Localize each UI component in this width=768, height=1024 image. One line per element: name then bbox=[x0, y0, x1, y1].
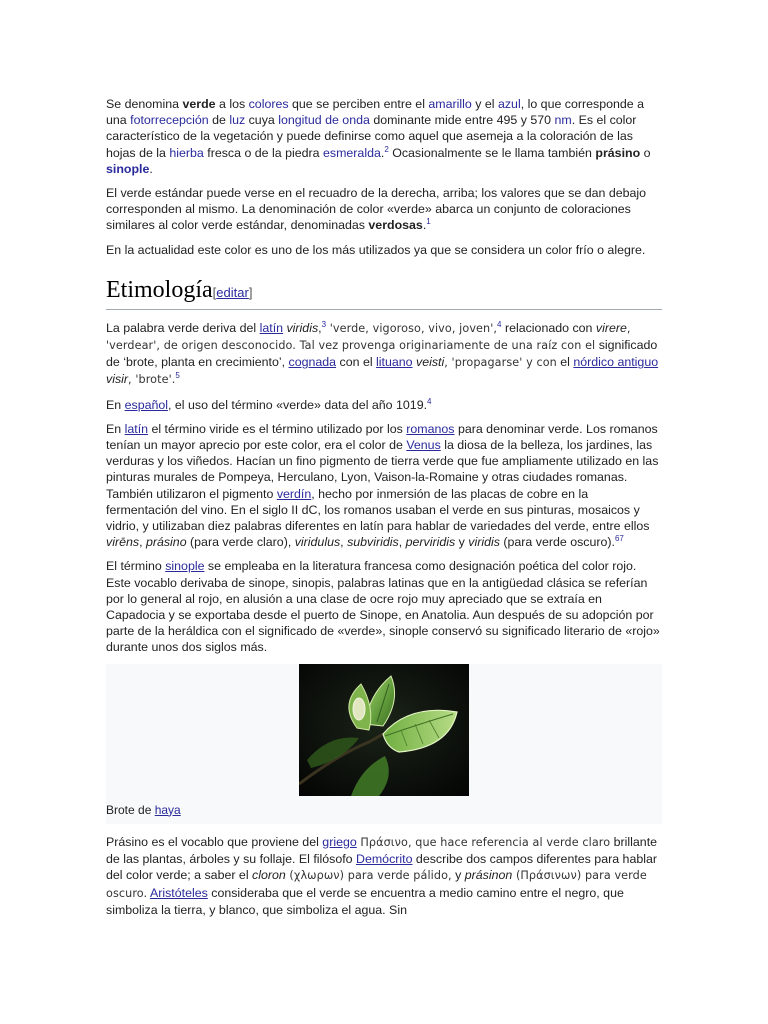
link-democrito[interactable]: Demócrito bbox=[356, 852, 413, 867]
gloss: (Πράσινων) para verde oscuro. bbox=[106, 869, 647, 900]
text: , bbox=[139, 535, 146, 550]
link-verdin[interactable]: verdín bbox=[276, 486, 312, 501]
text: y bbox=[451, 868, 465, 883]
text: , bbox=[318, 320, 322, 335]
link-azul[interactable]: azul bbox=[497, 97, 521, 111]
footnote-ref[interactable]: 67 bbox=[614, 534, 624, 544]
text: dominante mide entre 495 y 570 bbox=[369, 113, 555, 128]
text: , bbox=[398, 535, 406, 550]
bold-term: verdosas bbox=[368, 218, 423, 233]
text: . Es el color característico de la vegetación y puede definirse como aquel que asemeja a la coloración de las hojas de la bbox=[106, 113, 637, 160]
text: La palabra verde deriva del bbox=[106, 320, 260, 335]
italic-term: cloron bbox=[252, 868, 286, 883]
link-amarillo[interactable]: amarillo bbox=[428, 97, 472, 111]
paragraph-sinople bbox=[106, 558, 662, 655]
link-venus[interactable]: Venus bbox=[406, 438, 441, 453]
caption-text: Brote de bbox=[106, 802, 155, 817]
italic-term: viridis bbox=[286, 320, 319, 335]
link-hierba[interactable]: hierba bbox=[169, 145, 204, 160]
footnote-ref[interactable]: 2 bbox=[384, 144, 389, 154]
text: En bbox=[106, 397, 125, 412]
footnote-ref[interactable]: 3 bbox=[321, 319, 327, 329]
link-cognada[interactable]: cognada bbox=[288, 355, 337, 370]
footnote-ref[interactable]: 5 bbox=[175, 371, 180, 381]
link-nordico-antiguo[interactable]: nórdico antiguo bbox=[573, 355, 659, 370]
edit-link[interactable]: editar bbox=[216, 284, 249, 300]
link-sinople[interactable]: sinople bbox=[165, 559, 205, 574]
text: para denominar verde. Los romanos tenían un mayor aprecio por este color, era el color de bbox=[106, 421, 658, 453]
gloss: (χλωρων) para verde pálido, bbox=[285, 869, 452, 883]
paragraph-prasino bbox=[106, 834, 662, 918]
footnote-ref[interactable]: 1 bbox=[426, 217, 431, 227]
text: significado de ‘brote, planta en crecimiento’, bbox=[106, 338, 658, 370]
text: En la actualidad este color es uno de los más utilizados ya que se considera un color frío o alegre. bbox=[106, 242, 646, 257]
text: , el uso del término «verde» data del año 1019. bbox=[168, 397, 428, 412]
text: , hecho por inmersión de las placas de cobre en la fermentación del vino. En el siglo II dC, los romanos usaban el verde en sus pinturas, mosaicos y vidrio, y utilizaban diez palabras diferentes en latín para hablar de variedades del verde, entre ellos bbox=[106, 486, 650, 534]
text: describe dos campos diferentes para hablar del color verde; a saber el bbox=[106, 852, 657, 883]
text: Prásino es el vocablo que proviene del bbox=[106, 834, 323, 849]
italic-term: subviridis bbox=[347, 535, 399, 550]
text: consideraba que el verde se encuentra a medio camino entre el negro, que simboliza la tierra, y blanco, que simboliza el agua. Sin bbox=[106, 885, 624, 917]
text: el bbox=[556, 355, 574, 370]
bracket: [ bbox=[212, 284, 217, 300]
link-latin[interactable]: latín bbox=[124, 421, 149, 436]
bracket: ] bbox=[248, 284, 253, 300]
text: (para verde oscuro). bbox=[499, 535, 615, 550]
gloss: , 'brote'. bbox=[128, 373, 176, 387]
link-colores[interactable]: colores bbox=[248, 97, 289, 111]
text: de bbox=[208, 113, 230, 128]
text: que se perciben entre el bbox=[288, 97, 429, 111]
beech-sprout-image[interactable] bbox=[299, 664, 469, 796]
text: y el bbox=[471, 97, 498, 111]
link-griego[interactable]: griego bbox=[322, 834, 357, 849]
gloss: Πράσινο, que hace referencia al verde claro bbox=[356, 835, 611, 849]
paragraph-intro bbox=[106, 96, 662, 177]
link-luz[interactable]: luz bbox=[229, 113, 246, 128]
text: a los bbox=[215, 97, 249, 111]
text: . bbox=[422, 218, 427, 233]
gloss: 'verde, vigoroso, vivo, joven', bbox=[326, 321, 498, 335]
text: fresca o de la piedra bbox=[203, 145, 323, 160]
footnote-ref[interactable]: 4 bbox=[497, 319, 502, 329]
text: el término viride es el término utilizado por los bbox=[148, 421, 407, 436]
gloss: , 'verdear', de origen desconocido. Tal vez provenga originariamente de una raíz con el bbox=[106, 321, 631, 353]
text: En bbox=[106, 421, 125, 436]
italic-term: viridis bbox=[468, 535, 500, 550]
link-longitud-de-onda[interactable]: longitud de onda bbox=[278, 113, 370, 128]
text: El término bbox=[106, 559, 166, 574]
edit-section bbox=[213, 285, 253, 300]
gloss: , 'propagarse' y con bbox=[444, 356, 557, 370]
text: y bbox=[455, 535, 469, 550]
italic-term: visir bbox=[106, 372, 129, 387]
bold-term: prásino bbox=[595, 145, 641, 160]
link-haya[interactable]: haya bbox=[154, 802, 181, 817]
paragraph-espanol bbox=[106, 397, 662, 413]
text: con el bbox=[336, 355, 377, 370]
text: relacionado con bbox=[501, 320, 596, 335]
section-heading-etimologia bbox=[106, 276, 662, 310]
text: . bbox=[149, 161, 153, 176]
text: El verde estándar puede verse en el recuadro de la derecha, arriba; los valores que se dan debajo corresponden al mismo. La denominación de color «verde» abarca un conjunto de coloraciones similares al color verde estándar, denominadas bbox=[106, 186, 647, 233]
link-romanos[interactable]: romanos bbox=[406, 421, 455, 436]
text: , lo que corresponde a una bbox=[106, 97, 645, 128]
text: cuya bbox=[245, 113, 279, 128]
italic-term: viridulus bbox=[294, 535, 341, 550]
italic-term: prásino bbox=[145, 535, 187, 550]
link-espanol[interactable]: español bbox=[124, 397, 169, 412]
text: la diosa de la belleza, los jardines, las verduras y los viñedos. Hacían un fino pigmento de tierra verde que fue ampliamente utilizado en las pinturas murales de Pompeya, Herculano, Lyon, Vaison-la-Romaine y otras ciudades romanas. También utilizaron el pigmento bbox=[106, 438, 659, 501]
link-aristoteles[interactable]: Aristóteles bbox=[149, 885, 208, 900]
text: Se denomina bbox=[106, 97, 183, 111]
link-fotorrecepcion[interactable]: fotorrecepción bbox=[130, 113, 209, 128]
italic-term: prásinon bbox=[464, 868, 513, 883]
paragraph-etimologia bbox=[106, 320, 662, 389]
link-nm[interactable]: nm bbox=[554, 113, 572, 128]
italic-term: veisti bbox=[416, 355, 445, 370]
section-title: Etimología bbox=[106, 276, 213, 303]
text: . bbox=[380, 145, 385, 160]
text: (para verde claro), bbox=[186, 535, 295, 550]
link-sinople[interactable]: sinople bbox=[106, 161, 150, 176]
link-esmeralda[interactable]: esmeralda bbox=[323, 145, 381, 160]
text: Ocasionalmente se le llama también bbox=[388, 145, 596, 160]
figure-brote-de-haya bbox=[106, 664, 662, 824]
italic-term: virere bbox=[595, 320, 627, 335]
italic-term: virēns bbox=[106, 535, 140, 550]
text: , bbox=[340, 535, 348, 550]
link-lituano[interactable]: lituano bbox=[376, 355, 413, 370]
article-content bbox=[106, 96, 662, 926]
footnote-ref[interactable]: 4 bbox=[427, 396, 432, 406]
link-latin[interactable]: latín bbox=[259, 320, 284, 335]
figure-image-wrap bbox=[106, 664, 662, 796]
bold-term: verde bbox=[182, 97, 216, 111]
paragraph-actualidad bbox=[106, 242, 662, 258]
text: o bbox=[640, 145, 651, 160]
paragraph-latin bbox=[106, 421, 662, 551]
text: brillante de las plantas, árboles y su follaje. El filósofo bbox=[106, 834, 658, 867]
paragraph-standard bbox=[106, 185, 662, 234]
text: se empleaba en la literatura francesa como designación poética del color rojo. Este vocablo derivaba de sinope, sinopis, palabras latinas que en la antigüedad clásica se referían por lo general al rojo, en alusión a una clase de ocre rojo muy apreciado que se extraía en Capadocia y se exportaba desde el puerto de Sinope, en Anatolia. Aun después de su adopción por parte de la heráldica con el significado de «verde», sinople conservó su significado literario de «rojo» durante unos dos siglos más. bbox=[106, 559, 660, 655]
italic-term: perviridis bbox=[405, 535, 456, 550]
figure-caption bbox=[106, 796, 662, 818]
